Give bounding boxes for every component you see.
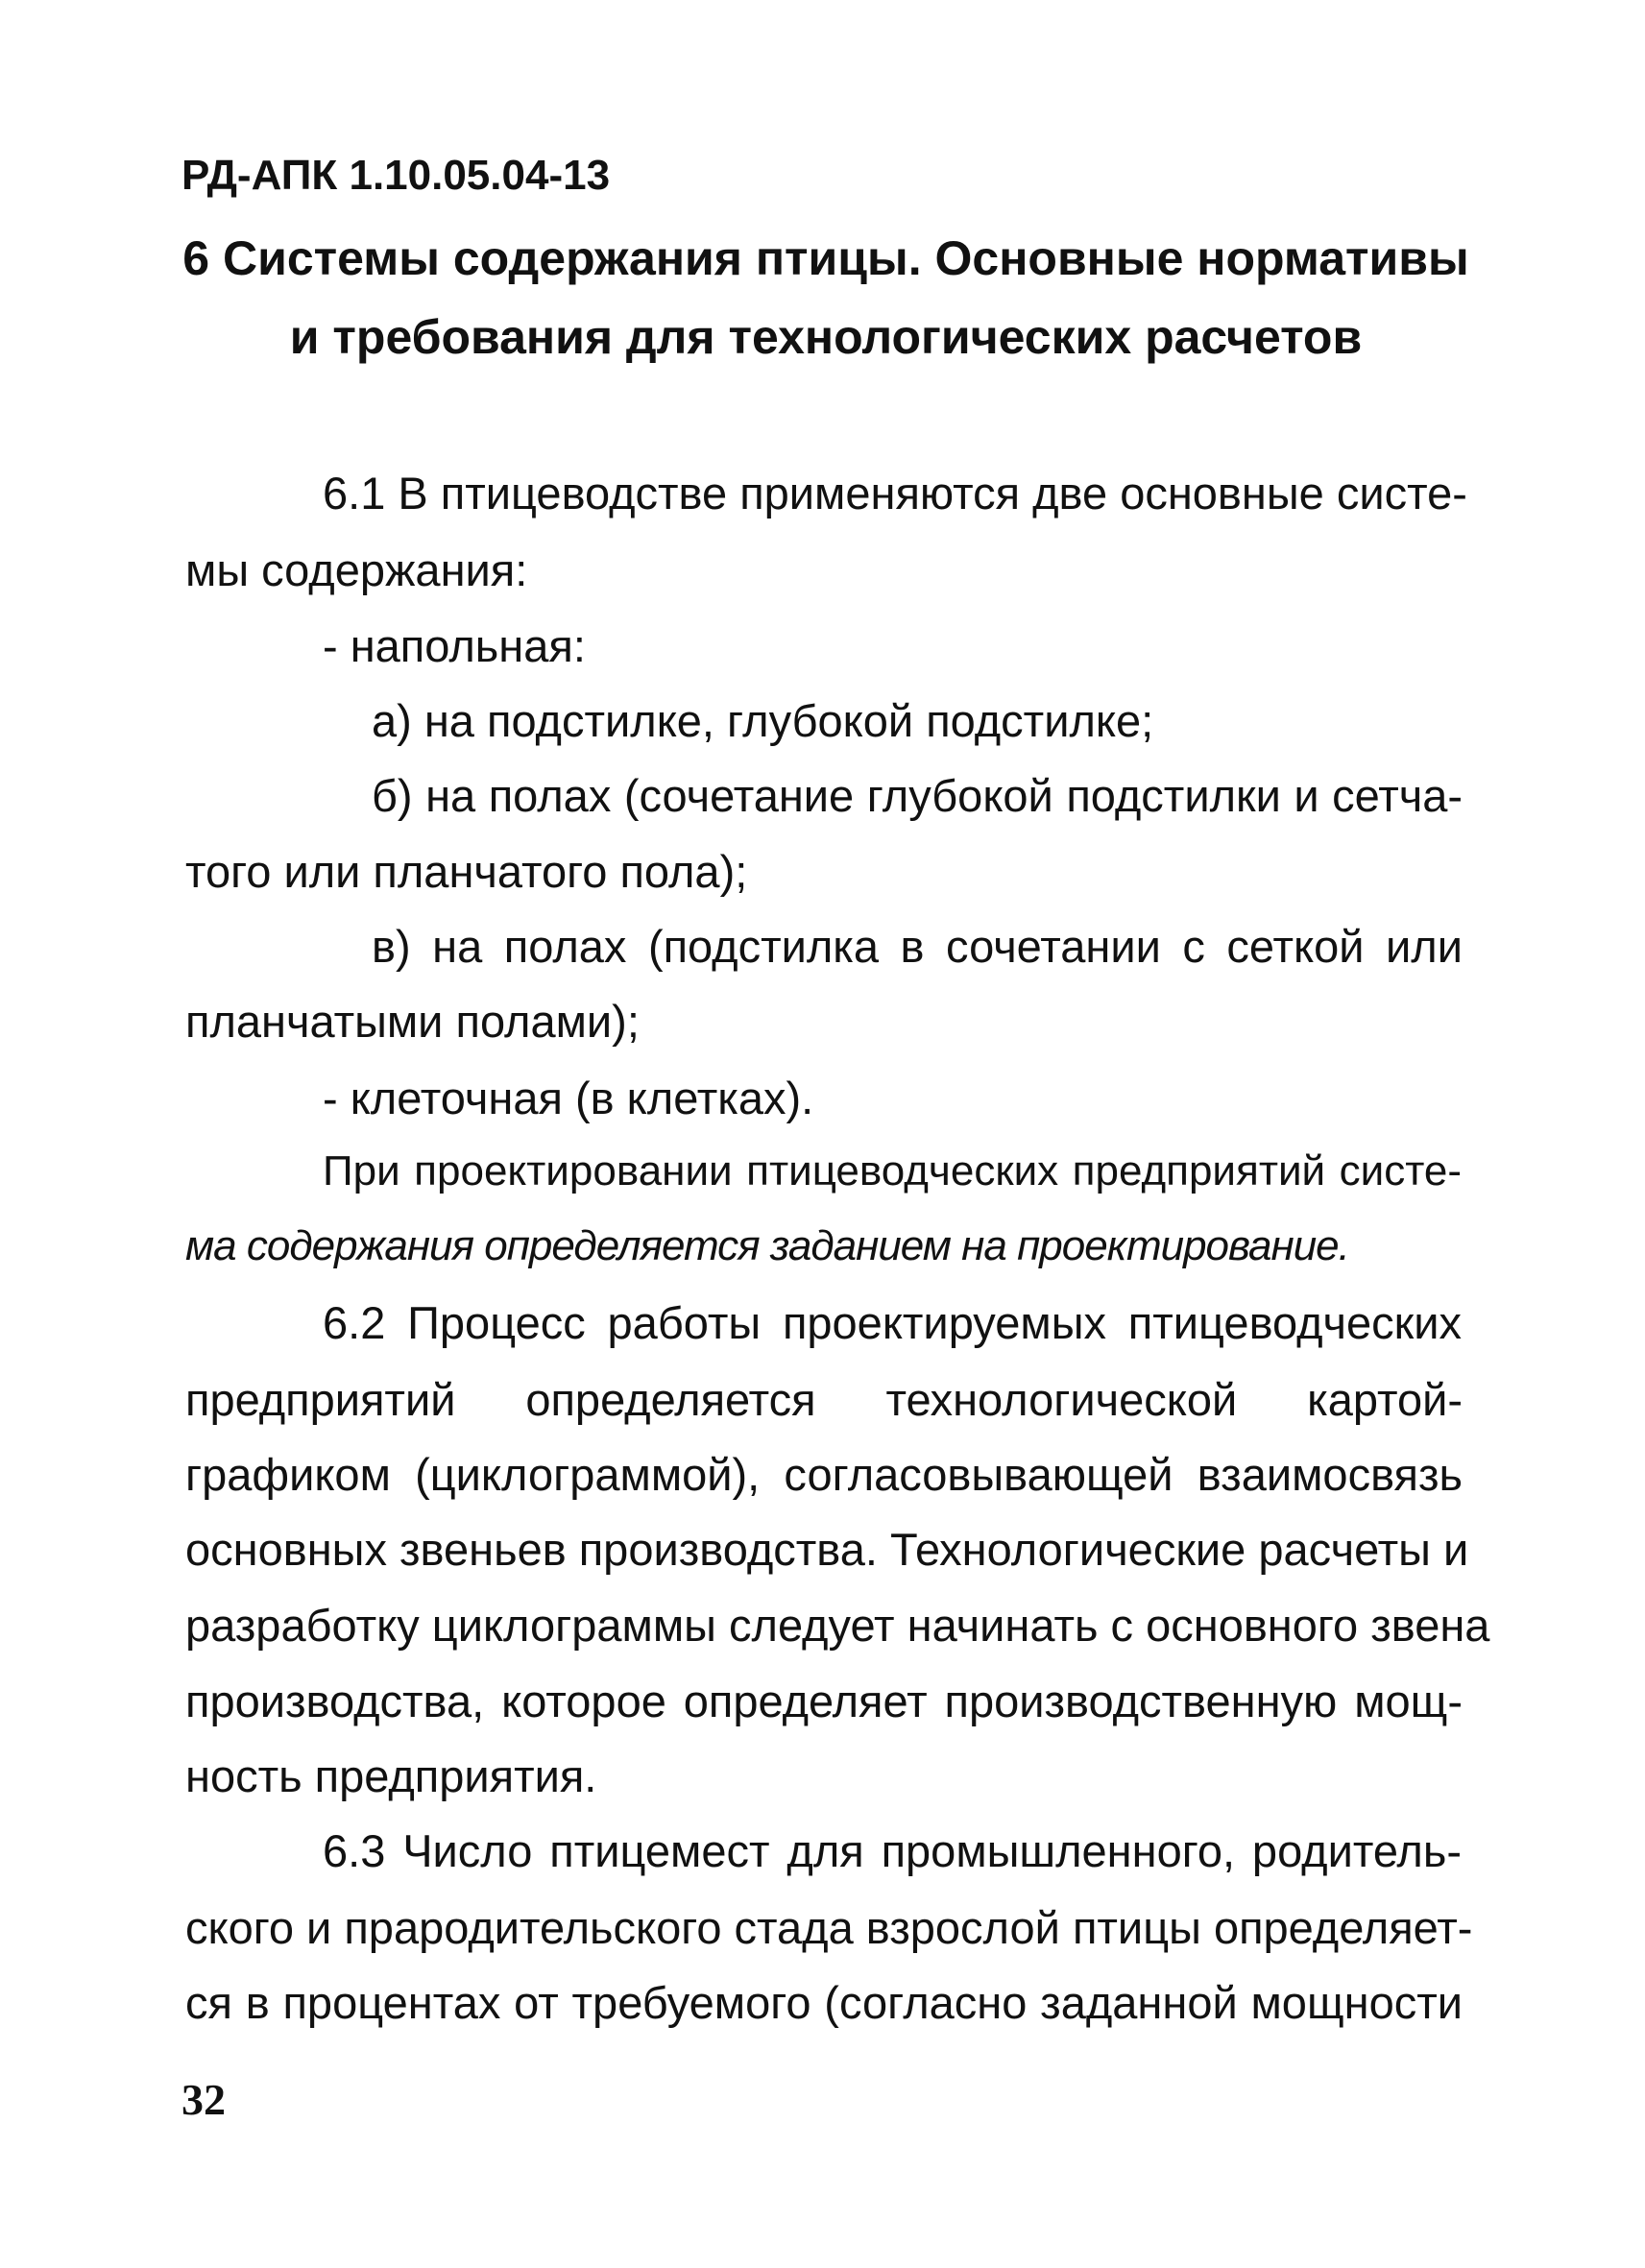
- section-title-line-1: 6 Системы содержания птицы. Основные нормативы: [182, 231, 1469, 285]
- body-line-8: планчатыми полами);: [185, 996, 640, 1047]
- page-number: 32: [181, 2075, 226, 2124]
- body-line-15: основных звеньев производства. Технологические расчеты и: [185, 1524, 1469, 1575]
- body-line-4: а) на подстилке, глубокой подстилке;: [372, 695, 1154, 746]
- body-line-5: б) на полах (сочетание глубокой подстилки и сетча-: [372, 770, 1463, 821]
- body-line-6: того или планчатого пола);: [185, 846, 748, 897]
- body-line-2: мы содержания:: [185, 544, 528, 595]
- body-line-1: 6.1 В птицеводстве применяются две основные систе-: [323, 468, 1467, 519]
- body-line-16: разработку циклограммы следует начинать с основного звена: [185, 1600, 1490, 1651]
- body-line-11: ма содержания определяется заданием на проектирование.: [185, 1222, 1349, 1269]
- body-line-7: в) на полах (подстилка в сочетании с сеткой или: [372, 921, 1463, 972]
- body-line-14: графиком (циклограммой), согласовывающей взаимосвязь: [185, 1449, 1463, 1500]
- body-line-10: При проектировании птицеводческих предприятий систе-: [323, 1147, 1462, 1194]
- body-line-13: предприятий определяется технологической картой-: [185, 1374, 1463, 1425]
- body-line-12: 6.2 Процесс работы проектируемых птицеводческих: [323, 1297, 1462, 1348]
- section-title-line-2: и требования для технологических расчетов: [289, 310, 1363, 364]
- body-line-19: 6.3 Число птицемест для промышленного, родитель-: [323, 1825, 1462, 1876]
- body-line-18: ность предприятия.: [185, 1750, 597, 1801]
- body-line-3: - напольная:: [323, 620, 586, 671]
- body-line-21: ся в процентах от требуемого (согласно заданной мощности: [185, 1977, 1463, 2028]
- document-code: РД-АПК 1.10.05.04-13: [181, 152, 611, 199]
- body-line-17: производства, которое определяет производственную мощ-: [185, 1676, 1463, 1726]
- body-line-20: ского и прародительского стада взрослой птицы определяет-: [185, 1902, 1473, 1953]
- body-line-9: - клеточная (в клетках).: [323, 1073, 814, 1123]
